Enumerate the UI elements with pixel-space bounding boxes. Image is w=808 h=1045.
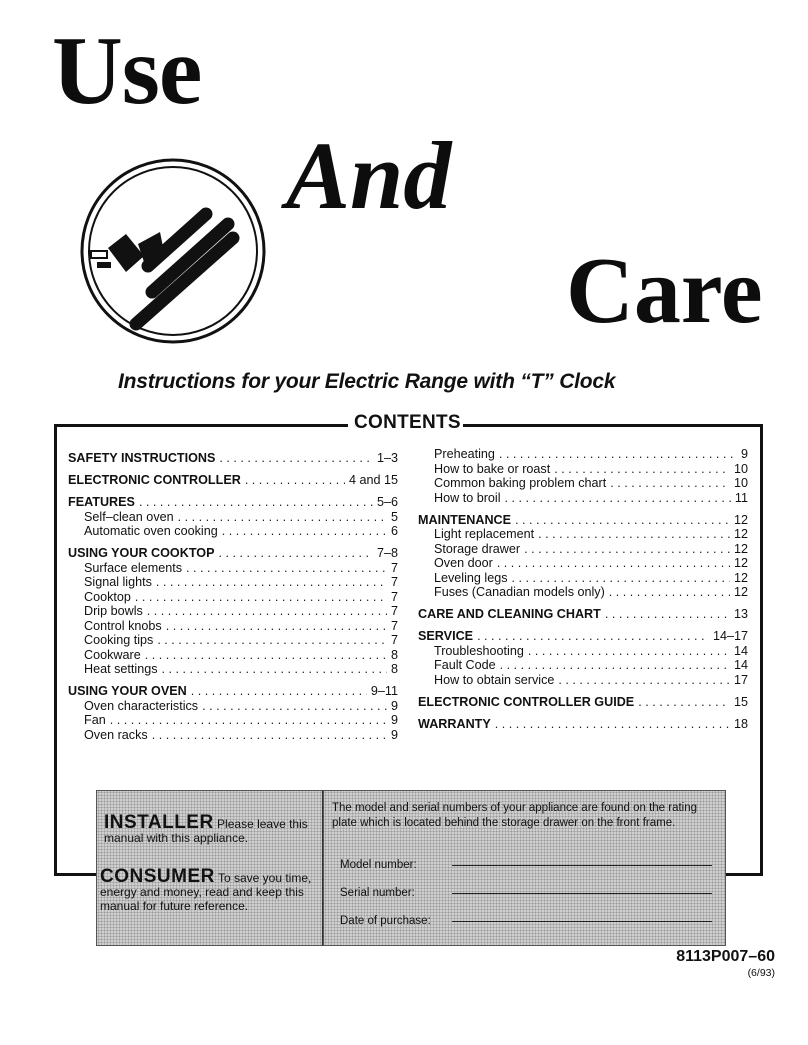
toc-entry-label: Light replacement bbox=[434, 527, 535, 541]
toc-entry-page: 9 bbox=[390, 698, 398, 713]
toc-entry-label: Heat settings bbox=[84, 662, 158, 676]
date-of-purchase-label: Date of purchase: bbox=[340, 915, 431, 927]
toc-sub-entry bbox=[68, 728, 398, 742]
toc-entry-page: 7–8 bbox=[376, 546, 398, 560]
toc-leader-dots bbox=[139, 495, 373, 509]
toc-sub-entry bbox=[418, 571, 748, 585]
consumer-note bbox=[100, 866, 320, 913]
toc-entry-page: 6 bbox=[390, 524, 398, 538]
toc-sub-entry bbox=[418, 644, 748, 658]
toc-sub-entry bbox=[68, 633, 398, 647]
toc-entry-label: WARRANTY bbox=[418, 716, 491, 731]
toc-entry-page: 12 bbox=[733, 556, 748, 570]
toc-entry-page: 9 bbox=[740, 447, 748, 461]
toc-section-entry bbox=[418, 607, 748, 621]
toc-entry-page: 11 bbox=[734, 490, 748, 505]
rating-plate-note: The model and serial numbers of your appliance are found on the rating plate which is located behind the storage drawer on the front frame. bbox=[332, 802, 698, 829]
toc-entry-page: 9 bbox=[390, 713, 398, 727]
toc-sub-entry bbox=[68, 561, 398, 575]
toc-entry-label: Fuses (Canadian models only) bbox=[434, 585, 605, 599]
toc-leader-dots bbox=[495, 717, 730, 731]
toc-entry-page: 18 bbox=[733, 716, 748, 731]
toc-sub-entry bbox=[68, 590, 398, 604]
toc-entry-label: Oven characteristics bbox=[84, 698, 199, 713]
toc-leader-dots bbox=[558, 673, 730, 687]
toc-leader-dots bbox=[191, 684, 367, 698]
model-number-label: Model number: bbox=[340, 859, 417, 871]
toc-entry-label: Fan bbox=[84, 713, 106, 727]
plug-heating-element-icon bbox=[78, 156, 268, 346]
toc-entry-label: Self–clean oven bbox=[84, 509, 174, 524]
toc-leader-dots bbox=[156, 575, 387, 589]
toc-leader-dots bbox=[157, 633, 387, 647]
toc-sub-entry bbox=[418, 673, 748, 687]
toc-entry-page: 17 bbox=[733, 672, 748, 687]
toc-entry-page: 5 bbox=[390, 509, 398, 524]
toc-entry-label: FEATURES bbox=[68, 495, 135, 509]
toc-sub-entry bbox=[418, 585, 748, 599]
toc-entry-page: 10 bbox=[733, 476, 748, 490]
toc-leader-dots bbox=[512, 571, 730, 585]
toc-entry-page: 8 bbox=[390, 647, 398, 662]
toc-entry-page: 14 bbox=[733, 643, 748, 658]
toc-leader-dots bbox=[497, 556, 730, 570]
toc-leader-dots bbox=[110, 713, 387, 727]
toc-leader-dots bbox=[152, 728, 387, 742]
panel-divider bbox=[322, 790, 323, 946]
toc-entry-page: 7 bbox=[390, 633, 398, 647]
toc-leader-dots bbox=[135, 590, 387, 604]
toc-section-entry bbox=[418, 629, 748, 643]
toc-leader-dots bbox=[166, 619, 387, 633]
toc-entry-label: SAFETY INSTRUCTIONS bbox=[68, 451, 216, 465]
toc-leader-dots bbox=[477, 629, 709, 643]
toc-entry-page: 7 bbox=[390, 618, 398, 633]
toc-leader-dots bbox=[145, 648, 387, 662]
serial-number-line bbox=[452, 893, 712, 894]
toc-entry-label: How to obtain service bbox=[434, 672, 555, 687]
toc-leader-dots bbox=[515, 513, 730, 527]
toc-leader-dots bbox=[610, 476, 730, 490]
toc-entry-page: 1–3 bbox=[376, 451, 398, 465]
toc-sub-entry bbox=[418, 658, 748, 672]
toc-leader-dots bbox=[500, 658, 730, 672]
frame-top-right-rule bbox=[463, 424, 763, 427]
toc-leader-dots bbox=[162, 662, 387, 676]
toc-entry-label: Preheating bbox=[434, 447, 495, 461]
toc-sub-entry bbox=[68, 510, 398, 524]
toc-sub-entry bbox=[68, 575, 398, 589]
toc-entry-label: Storage drawer bbox=[434, 541, 521, 556]
toc-sub-entry bbox=[68, 619, 398, 633]
toc-entry-label: Fault Code bbox=[434, 658, 496, 672]
toc-entry-label: Drip bowls bbox=[84, 604, 143, 618]
toc-entry-page: 7 bbox=[390, 589, 398, 604]
toc-section-entry bbox=[68, 451, 398, 465]
toc-sub-entry bbox=[68, 662, 398, 676]
toc-sub-entry bbox=[68, 524, 398, 538]
toc-entry-label: Signal lights bbox=[84, 575, 152, 589]
toc-leader-dots bbox=[219, 451, 373, 465]
toc-leader-dots bbox=[222, 524, 387, 538]
toc-section-entry bbox=[418, 513, 748, 527]
toc-entry-label: Cookware bbox=[84, 647, 141, 662]
toc-entry-page: 7 bbox=[390, 575, 398, 589]
toc-entry-label: Troubleshooting bbox=[434, 643, 524, 658]
toc-entry-page: 8 bbox=[390, 662, 398, 676]
toc-leader-dots bbox=[605, 607, 730, 621]
toc-entry-page: 12 bbox=[733, 585, 748, 599]
toc-entry-page: 10 bbox=[733, 461, 748, 476]
document-number: 8113P007–60 bbox=[676, 948, 775, 965]
toc-sub-entry bbox=[418, 556, 748, 570]
toc-leader-dots bbox=[524, 542, 730, 556]
toc-leader-dots bbox=[186, 561, 387, 575]
frame-top-left-rule bbox=[54, 424, 348, 427]
toc-sub-entry bbox=[68, 604, 398, 618]
toc-section-entry bbox=[68, 684, 398, 698]
toc-entry-page: 14 bbox=[733, 658, 748, 672]
installer-note bbox=[104, 812, 318, 845]
consumer-heading: CONSUMER bbox=[100, 866, 215, 887]
toc-entry-page: 13 bbox=[733, 607, 748, 621]
toc-sub-entry bbox=[68, 713, 398, 727]
toc-entry-label: Surface elements bbox=[84, 560, 183, 575]
toc-sub-entry bbox=[418, 462, 748, 476]
toc-leader-dots bbox=[245, 473, 345, 487]
document-date: (6/93) bbox=[747, 967, 775, 979]
toc-entry-page: 12 bbox=[733, 527, 748, 541]
toc-entry-label: ELECTRONIC CONTROLLER bbox=[68, 473, 241, 487]
toc-entry-page: 15 bbox=[733, 694, 748, 709]
title-and: And bbox=[286, 122, 452, 229]
toc-entry-label: Leveling legs bbox=[434, 570, 508, 585]
toc-sub-entry bbox=[68, 699, 398, 713]
toc-entry-page: 9–11 bbox=[370, 684, 398, 698]
toc-entry-label: Automatic oven cooking bbox=[84, 524, 218, 538]
frame-right-rule bbox=[760, 424, 763, 876]
toc-leader-dots bbox=[218, 546, 373, 560]
frame-bottom-right-rule bbox=[725, 873, 763, 876]
toc-leader-dots bbox=[505, 491, 731, 505]
title-use: Use bbox=[52, 17, 202, 125]
installer-heading: INSTALLER bbox=[104, 812, 214, 833]
toc-entry-label: Common baking problem chart bbox=[434, 476, 607, 490]
frame-bottom-left-rule bbox=[54, 873, 96, 876]
date-of-purchase-line bbox=[452, 921, 712, 922]
toc-sub-entry bbox=[418, 527, 748, 541]
toc-entry-page: 4 and 15 bbox=[348, 473, 398, 487]
toc-section-entry bbox=[418, 695, 748, 709]
toc-leader-dots bbox=[202, 699, 387, 713]
installer-text: Please leave this manual with this appliance. bbox=[104, 817, 308, 845]
toc-leader-dots bbox=[178, 510, 387, 524]
toc-leader-dots bbox=[499, 447, 737, 461]
toc-entry-page: 14–17 bbox=[712, 629, 748, 643]
toc-leader-dots bbox=[554, 462, 730, 476]
toc-section-entry bbox=[68, 546, 398, 560]
title-care: Care bbox=[566, 239, 763, 343]
toc-sub-entry bbox=[68, 648, 398, 662]
toc-entry-label: SERVICE bbox=[418, 629, 474, 643]
toc-leader-dots bbox=[147, 604, 387, 618]
toc-section-entry bbox=[418, 717, 748, 731]
toc-entry-label: Control knobs bbox=[84, 618, 162, 633]
toc-leader-dots bbox=[528, 644, 730, 658]
toc-entry-label: USING YOUR COOKTOP bbox=[68, 546, 215, 560]
model-number-line bbox=[452, 865, 712, 866]
toc-entry-label: ELECTRONIC CONTROLLER GUIDE bbox=[418, 694, 635, 709]
subtitle: Instructions for your Electric Range with “T” Clock bbox=[118, 370, 616, 393]
toc-entry-page: 12 bbox=[733, 541, 748, 556]
toc-sub-entry bbox=[418, 476, 748, 490]
frame-left-rule bbox=[54, 424, 57, 876]
toc-entry-page: 9 bbox=[390, 727, 398, 742]
toc-entry-page: 5–6 bbox=[376, 495, 398, 509]
consumer-text: To save you time, energy and money, read and keep this manual for future reference. bbox=[100, 871, 312, 913]
toc-leader-dots bbox=[609, 585, 730, 599]
toc-sub-entry bbox=[418, 491, 748, 505]
toc-entry-page: 7 bbox=[390, 604, 398, 618]
toc-leader-dots bbox=[638, 695, 730, 709]
toc-section-entry bbox=[68, 473, 398, 487]
toc-entry-page: 12 bbox=[733, 570, 748, 585]
toc-entry-label: USING YOUR OVEN bbox=[68, 684, 187, 698]
toc-entry-label: MAINTENANCE bbox=[418, 512, 512, 527]
toc-entry-label: Oven door bbox=[434, 556, 493, 570]
toc-entry-label: Cooking tips bbox=[84, 633, 154, 647]
toc-sub-entry bbox=[418, 447, 748, 461]
toc-entry-label: Cooktop bbox=[84, 589, 131, 604]
toc-entry-page: 12 bbox=[733, 512, 748, 527]
contents-heading: CONTENTS bbox=[354, 412, 461, 433]
toc-entry-label: How to bake or roast bbox=[434, 461, 551, 476]
toc-entry-label: CARE AND CLEANING CHART bbox=[418, 607, 601, 621]
toc-entry-label: How to broil bbox=[434, 490, 501, 505]
toc-section-entry bbox=[68, 495, 398, 509]
toc-entry-page: 7 bbox=[390, 560, 398, 575]
serial-number-label: Serial number: bbox=[340, 887, 415, 899]
toc-entry-label: Oven racks bbox=[84, 727, 148, 742]
toc-leader-dots bbox=[538, 527, 730, 541]
toc-sub-entry bbox=[418, 542, 748, 556]
